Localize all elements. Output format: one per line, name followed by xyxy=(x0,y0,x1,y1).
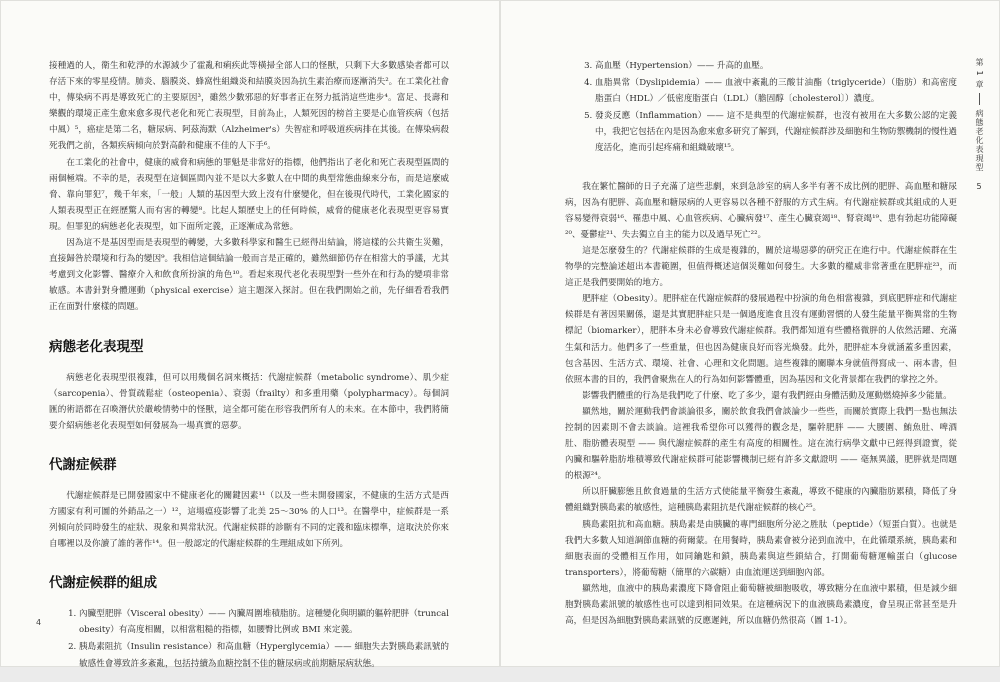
list-item: 1. 內臟型肥胖（Visceral obesity）—— 內臟周圍堆積脂肪。這種變化與明顯的軀幹肥胖（truncal obesity）有高度相關，以相當粗糙的指標，如腰臀比例或 BMI 來定義。 xyxy=(79,606,449,638)
components-list xyxy=(49,606,449,671)
components-list-continued xyxy=(565,58,957,157)
right-paragraph-5: 顯然地，關於運動我們會談論很多，關於飲食我們會談論少一些些，而關於實際上我們一點也無法控制的因素則不會去談論。這裡我希望你可以獲得的觀念是，驅幹肥胖 —— 大腰圍、鮪魚肚、啤酒肚、脂肪體表現型 —— 與代謝症候群的產生有高度的相關性。這在流行病學文獻中已經得到證實，從內臟和驅幹脂肪堆積導致代謝症候群可能影響機制已經有許多文獻證明 —— 毫無異議，肥胖就是問題的根源²⁴。 xyxy=(565,406,957,482)
right-paragraph-2: 這是怎麼發生的？代謝症候群的生成是複雜的，關於這場惡夢的研究正在進行中。代謝症候群在生物學的完整論述超出本書範圍，但值得概述這個災難如何發生。大多數的權威非常著重在肥胖症²³，而這正是我們要開始的地方。 xyxy=(565,245,957,289)
list-item: 3. 高血壓（Hypertension）—— 升高的血壓。 xyxy=(595,58,957,74)
metabolic-syndrome-paragraph: 代謝症候群是已開發國家中不健康老化的關鍵因素¹¹（以及一些未開發國家，不健康的生活方式是西方國家有利可圖的外銷品之一）¹²，這場瘟疫影響了北美 25～30% 的人口¹³。在醫學中，症候群是一系列傾向於同時發生的症狀、現象和異常狀況。代謝症候群的診斷有不同的定義和臨床標準，這取決於你來自哪裡以及你讀了誰的著作¹⁴。但一般認定的代謝症候群的生理組成如下所列。 xyxy=(49,490,449,550)
right-page xyxy=(565,58,957,629)
right-paragraph-6: 所以肝臟膨態且飲食過量的生活方式使能量平衡發生紊亂，導致不健康的內臟脂肪累積，降低了身體組織對胰島素的敏感性，這種胰島素阻抗是代謝症候群的核心²⁵。 xyxy=(565,487,957,514)
right-paragraph-4: 影響我們體重的行為是我們吃了什麼、吃了多少，還有我們經由身體活動及運動燃燒掉多少能量。 xyxy=(582,390,952,401)
chapter-side-tab xyxy=(968,58,990,191)
right-paragraph-insulin: 胰島素阻抗和高血糖。胰島素是由胰臟的專門細胞所分泌之胜肽（peptide）（短蛋白質）。也就是我們大多數人知道調節血糖的荷爾蒙。在用餐時，胰島素會被分泌到血流中，在此循環系統，胰島素和細胞表面的受體相互作用，如同鑰匙和鎖，胰島素與這些鎖結合，打開葡萄糖運輸蛋白（glucose transporters），將葡萄糖（簡單的六碳糖）由血流運送到細胞內部。 xyxy=(565,519,957,578)
right-paragraph-8: 顯然地，血液中的胰島素濃度下降會阻止葡萄糖被細胞吸收，導致糖分在血液中累積，但是減少細胞對胰島素訊號的敏感性也可以達到相同效果。在這種病況下的血液胰島素濃度，會呈現正常甚至是升高，但是因為細胞對胰島素訊號的反應遲鈍，所以血糖仍然很高（圖 1-1）。 xyxy=(565,583,957,627)
left-paragraph-3: 因為這不是基因型而是表現型的轉變，大多數科學家和醫生已經得出結論，將這樣的公共衛生災難，直接歸咎於環境和行為的變因⁹。我相信這個結論一般而言是正確的，雖然細節仍存在相當大的爭議，尤其考慮到文化影響、醫療介入和飲食所扮演的角色¹⁰。看起來現代老化表現型對一些外在和行為的變項非常敏感。本書針對身體運動（physical exercise）這主題深入探討。但在我們開始之前，先仔細看看我們正在面對什麼樣的問題。 xyxy=(49,238,449,313)
right-paragraph-obesity: 肥胖症（Obesity）。肥胖症在代謝症候群的發展過程中扮演的角色相當複雜，到底肥胖症和代謝症候群是有著因果關係，還是其實肥胖症只是一個過度進食且沒有運動習慣的人發生能量平衡異常的生物標記（biomarker），肥胖本身未必會導致代謝症候群。我們都知道有些體格微胖的人依然活躍、充滿生氣和活力。他們多了一些重量，但也因為健康良好而容光煥發。此外，肥胖症本身就涵蓋多重因素，包含基因、生活方式、環境、社會、心理和文化問題。這些複雜的關聯本身就值得寫成一、兩本書，但依照本書的目的，我們會聚焦在人的行為如何影響體重，因為基因和文化背景都在我們的掌控之外。 xyxy=(565,294,957,385)
chapter-divider xyxy=(979,93,980,105)
left-paragraph-2: 在工業化的社會中，健康的威脅和病態的罪魁是非常好的指標，他們指出了老化和死亡表現型區間的兩個極端。不幸的是，表現型在這個區間內並不是以大多數人在中間的典型常態曲線來分布，而是這麼威脅、靠向罪犯⁷，幾千年來，「一般」人類的基因型大致上沒有什麼變化，但在後現代時代，工業化國家的人類表現型正在經歷驚人而有害的轉變⁸。比起人類歷史上的任何時候，威脅的健康老化表現型更容易實現。但罪犯的病態老化表現型，如下面所定義，正逐漸成為常態。 xyxy=(49,157,449,232)
right-paragraph-1: 我在繁忙醫師的日子充滿了這些悲劇，來到急診室的病人多半有著不成比例的肥胖、高血壓和糖尿病，因為有肥胖、高血壓和糖尿病的人更容易以各種不舒服的方式生病。有代謝症候群或其組成的人更容易變得衰弱¹⁶、罹患中風、心血管疾病、心臟病發¹⁷、產生心臟衰竭¹⁸、腎衰竭¹⁹、患有勃起功能障礙²⁰、憂鬱症²¹、失去獨立自主的能力以及過早死亡²²。 xyxy=(565,181,957,240)
book-gutter xyxy=(499,0,501,667)
chapter-running-title: 病態老化表現型 xyxy=(975,109,984,173)
pathological-aging-intro: 病態老化表現型很複雜，但可以用幾個名詞來概括：代謝症候群（metabolic syndrome）、肌少症（sarcopenia）、骨質疏鬆症（osteopenia）、衰弱（frailty）和多重用藥（polypharmacy）。每個詞匯的術語都在召喚潛伏於嚴峻情勢中的怪獸，這全都可能在形容我們所有人的未來。在本節中，我們將簡要介紹病態老化表現型如何發展為一場真實的惡夢。 xyxy=(49,372,449,431)
list-item: 2. 胰島素阻抗（Insulin resistance）和高血糖（Hyperglycemia）—— 細胞失去對胰島素訊號的敏感性會導致許多紊亂，包括持續為血糖控制不佳的糖尿病或前期糖尿病狀態。 xyxy=(79,639,449,671)
right-page-number: 5 xyxy=(976,182,982,192)
chapter-label: 第 1 章 xyxy=(975,58,984,90)
section-heading-pathological-aging: 病態老化表現型 xyxy=(49,338,144,355)
list-item: 5. 發炎反應（Inflammation）—— 這不是典型的代謝症候群，也沒有被用在大多數公認的定義中，我把它包括在內是因為愈來愈多研究了解到，代謝症候群涉及細胞和生物防禦機制的慢性過度活化，進而引起疼痛和組織破壞¹⁵。 xyxy=(595,108,957,156)
section-heading-components: 代謝症候群的組成 xyxy=(49,575,157,592)
list-item: 4. 血脂異常（Dyslipidemia）—— 血液中紊亂的三酸甘油酯（triglyceride）（脂肪）和高密度脂蛋白（HDL）／低密度脂蛋白（LDL）（膽固醇〔cholesterol〕）濃度。 xyxy=(595,75,957,107)
left-paragraph-1: 接種過的人，衛生和乾淨的水源減少了霍亂和痢疾此等橫掃全部人口的怪獸，只剩下大多數感染者都可以存活下來的零星疫情。肺炎、腦膜炎、蜂窩性組織炎和結膜炎因為抗生素治療而逐漸消失²。在工業化社會中，傳染病不再是導致死亡的主要原因³，雖然少數邪惡的好事者正在努力抵消這些進步⁴。富足、長壽和樂觀的環境正產生愈來愈多現代老化和死亡表現型，目前為止，人類死因的榜首主要是心血管疾病（包括中風）⁵，癌症是第二名，糖尿病、阿茲海默（Alzheimer's）失智症和呼吸道疾病排在其後。在傳染病殺死我們之前，各類疾病傾向於對高齡和健康不佳的人下手⁶。 xyxy=(49,61,449,152)
section-heading-metabolic-syndrome: 代謝症候群 xyxy=(49,456,117,473)
left-page-number: 4 xyxy=(36,618,42,627)
left-page xyxy=(49,58,449,682)
